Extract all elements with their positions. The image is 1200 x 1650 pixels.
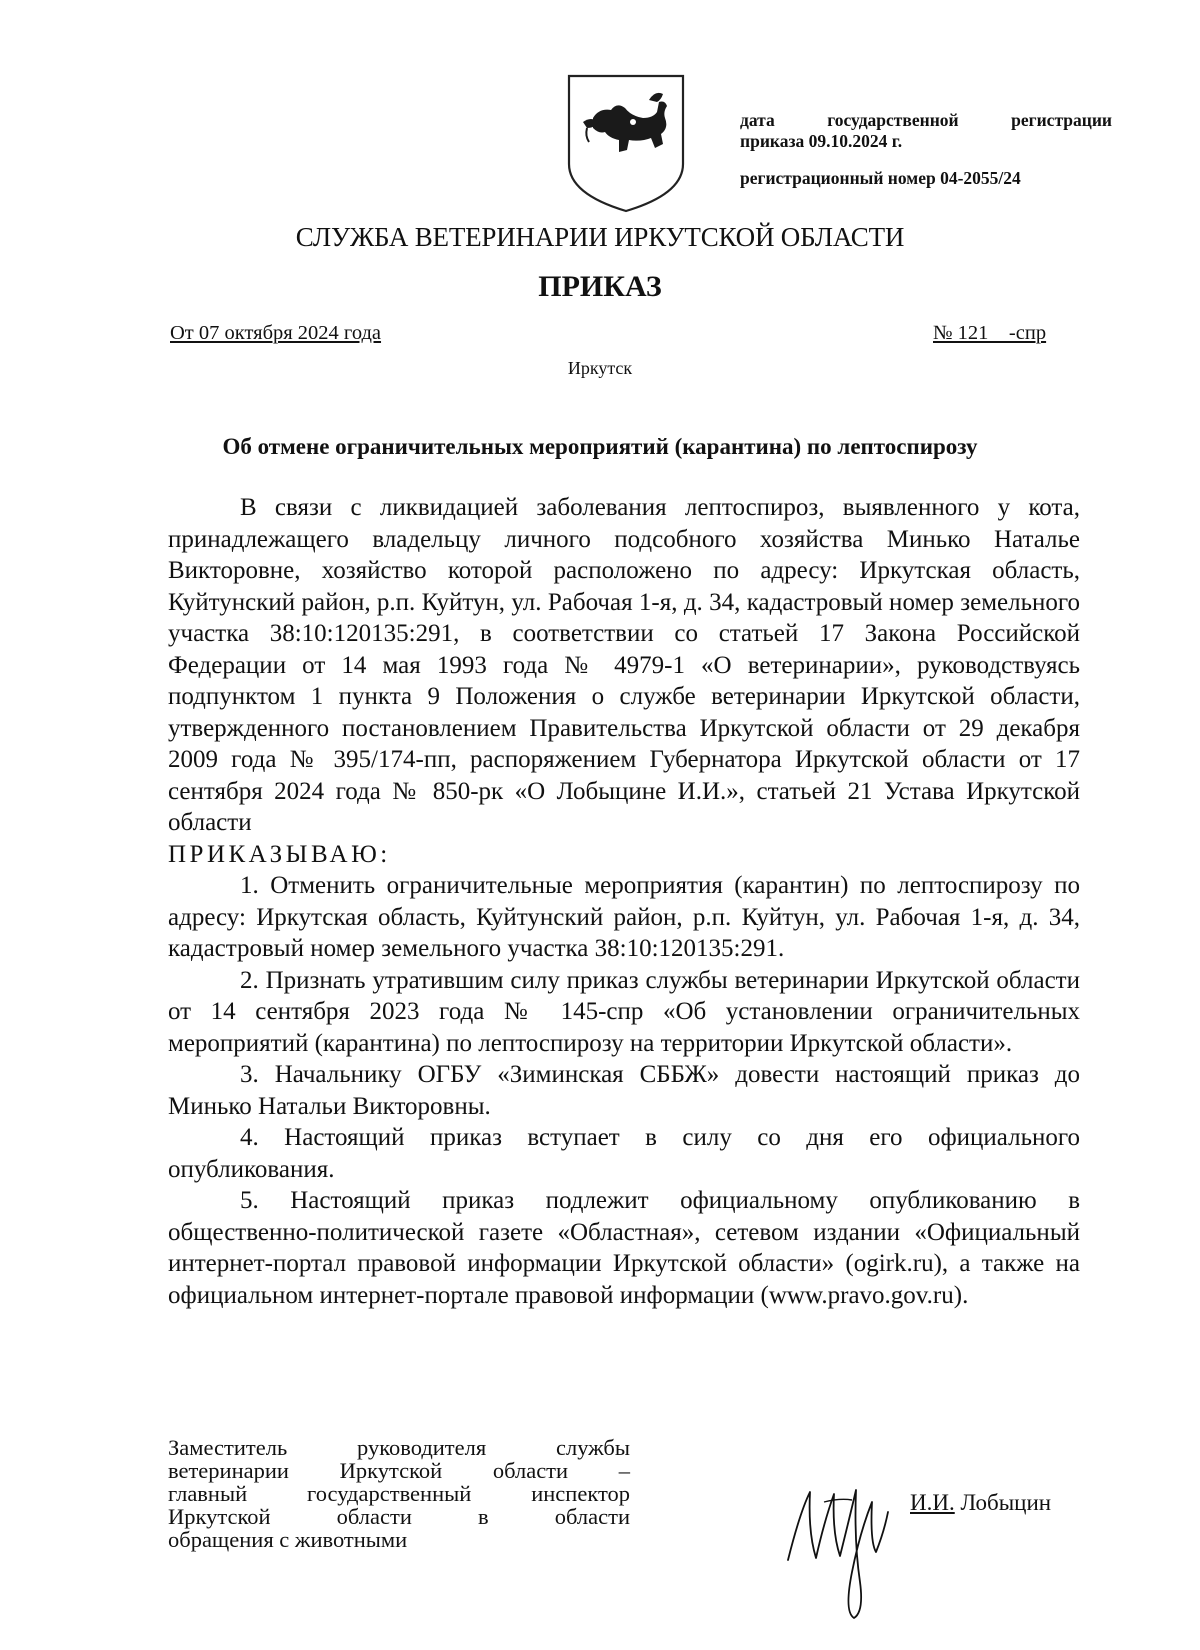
registration-word: государственной: [827, 110, 959, 130]
document-type: ПРИКАЗ: [538, 270, 662, 303]
registration-date: приказа 09.10.2024 г.: [740, 131, 903, 151]
order-item: 2. Признать утратившим силу приказ службы ветеринарии Иркутской области от 14 сентября 2023 года № 145-спр «Об установлении ограничительных мероприятий (карантина) по лептоспирозу на территории Иркутской области».: [168, 966, 1080, 1057]
registration-word: дата: [740, 110, 775, 130]
handwritten-signature-icon: [780, 1472, 930, 1622]
order-item: 1. Отменить ограничительные мероприятия (карантин) по лептоспирозу по адресу: Иркутская область, Куйтунский район, р.п. Куйтун, ул. Рабочая 1-я, д. 34, кадастровый номер земельного участка 38:10:120135:291.: [168, 872, 1080, 962]
order-subject: Об отмене ограничительных мероприятий (карантина) по лептоспирозу: [222, 434, 978, 459]
irkutsk-coat-of-arms-icon: [565, 72, 687, 214]
signer-position-line: обращения с животными: [168, 1527, 408, 1552]
signer-position-line: ветеринарии Иркутской области –: [168, 1458, 630, 1483]
order-item: 4. Настоящий приказ вступает в силу со дня его официального опубликования.: [168, 1124, 1080, 1183]
order-body: [168, 492, 1080, 1311]
registration-info: [740, 110, 1112, 189]
registration-word: регистрации: [1011, 110, 1112, 130]
signer-name: [910, 1490, 1051, 1516]
registration-number: регистрационный номер 04-2055/24: [740, 168, 1021, 188]
signer-initials: И.И.: [910, 1490, 955, 1515]
order-date: От 07 октября 2024 года: [170, 322, 382, 344]
signer-position-line: Заместитель руководителя службы: [168, 1435, 630, 1460]
signer-position-line: главный государственный инспектор: [168, 1481, 630, 1506]
order-item: 5. Настоящий приказ подлежит официальному опубликованию в общественно-политической газете «Областная», сетевом издании «Официальный интернет-портал правовой информации Иркутской области» (ogirk.ru), а также на официальном интернет-портале правовой информации (www.pravo.gov.ru).: [168, 1187, 1080, 1309]
signer-surname: Лобыцин: [960, 1490, 1052, 1515]
signer-position: [168, 1436, 630, 1551]
city: Иркутск: [567, 358, 633, 378]
signer-position-line: Иркутской области в области: [168, 1504, 630, 1529]
order-item: 3. Начальнику ОГБУ «Зиминская СББЖ» довести настоящий приказ до Минько Натальи Викторовны.: [168, 1061, 1080, 1120]
registration-line-1: [740, 110, 1112, 131]
order-number: № 121 -спр: [933, 322, 1047, 344]
preamble-paragraph: В связи с ликвидацией заболевания лептоспироз, выявленного у кота, принадлежащего владельцу личного подсобного хозяйства Минько Наталье Викторовне, хозяйство которой расположено по адресу: Иркутская область, Куйтунский район, р.п. Куйтун, ул. Рабочая 1-я, д. 34, кадастровый номер земельного участка 38:10:120135:291, в соответствии со статьей 17 Закона Российской Федерации от 14 мая 1993 года № 4979-1 «О ветеринарии», руководствуясь подпунктом 1 пункта 9 Положения о службе ветеринарии Иркутской области, утвержденного постановлением Правительства Иркутской области от 29 декабря 2009 года № 395/174-пп, распоряжением Губернатора Иркутской области от 17 сентября 2024 года № 850-рк «О Лобыцине И.И.», статьей 21 Устава Иркутской области: [168, 494, 1080, 836]
agency-title: СЛУЖБА ВЕТЕРИНАРИИ ИРКУТСКОЙ ОБЛАСТИ: [295, 222, 905, 252]
order-word: ПРИКАЗЫВАЮ:: [168, 840, 391, 868]
